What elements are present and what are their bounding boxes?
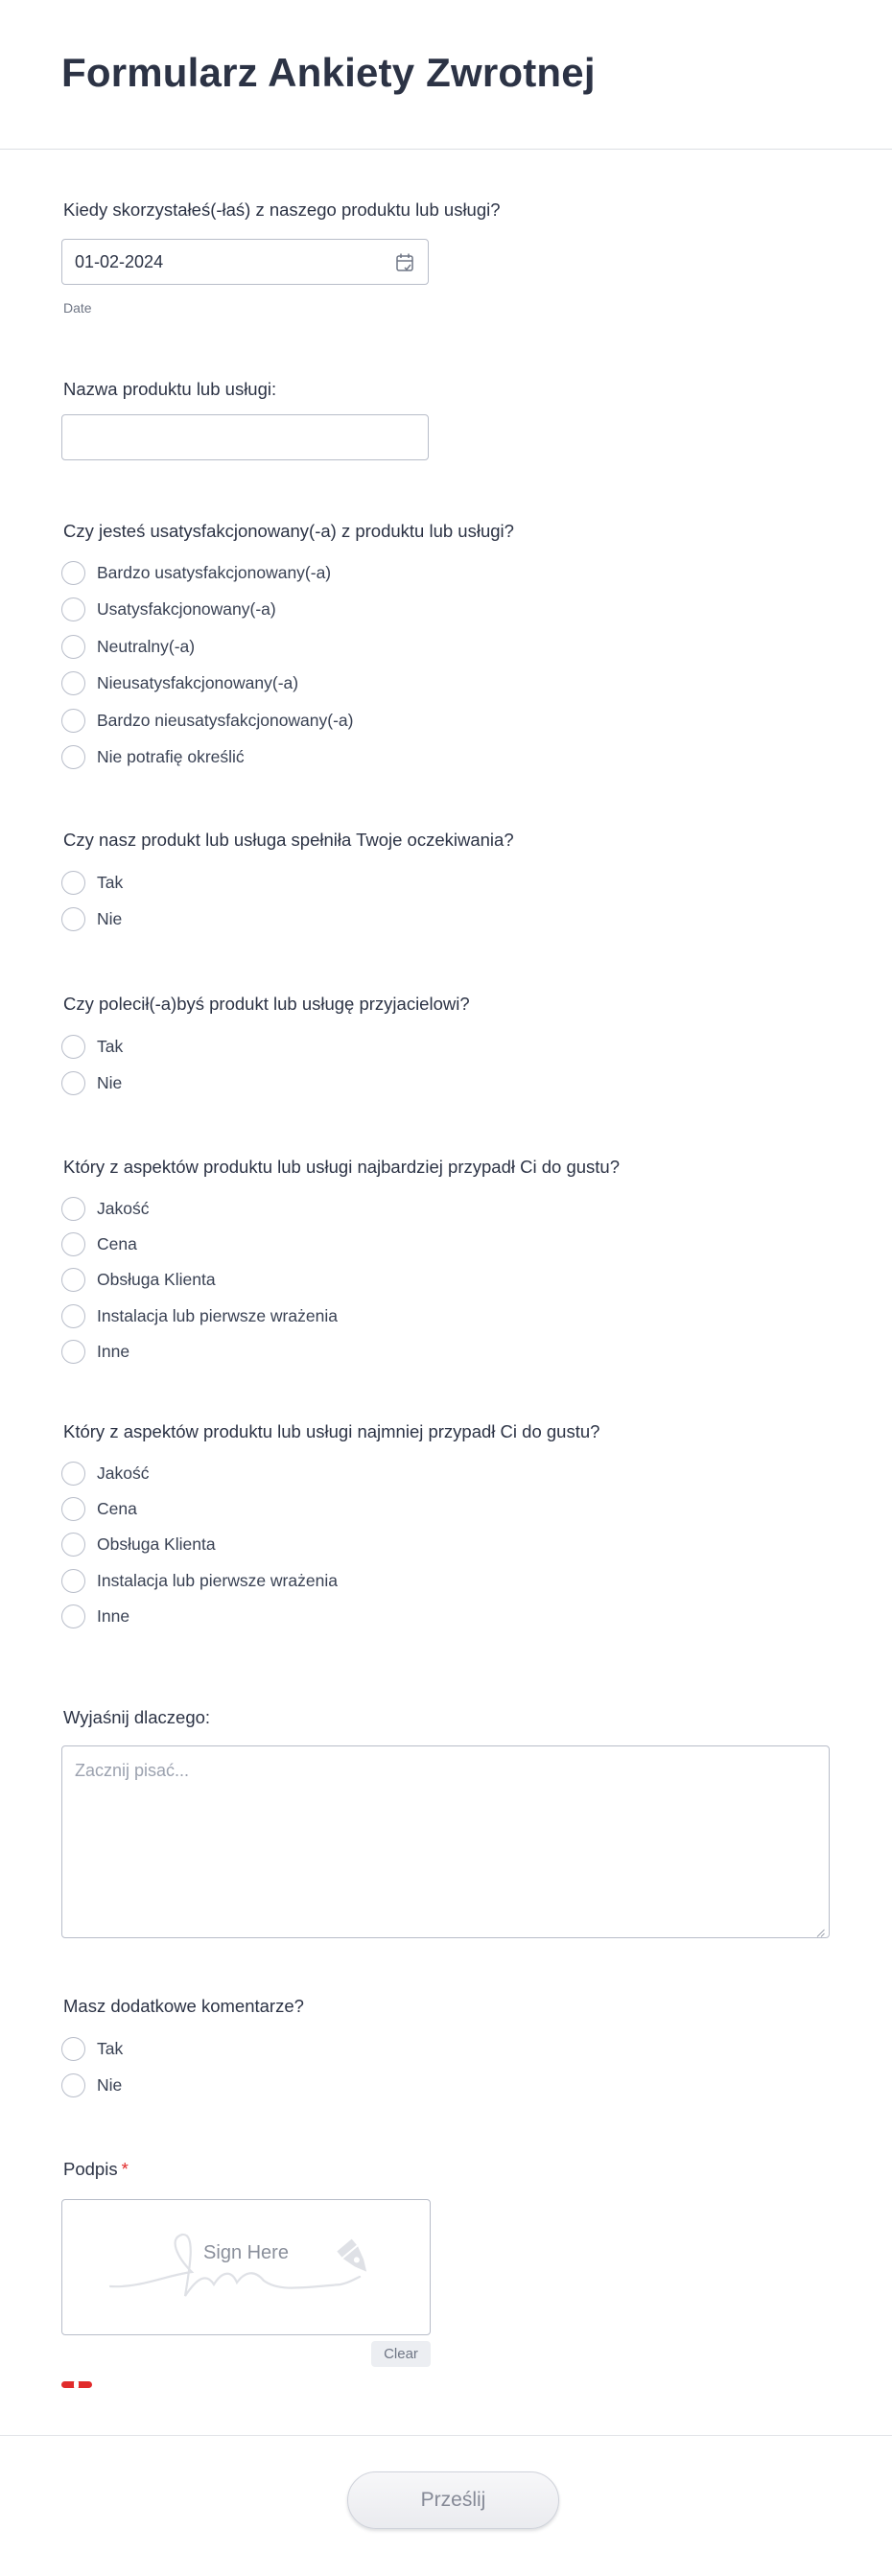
radio-button[interactable]	[61, 1497, 85, 1521]
q7-option[interactable]	[61, 1604, 129, 1628]
option-label: Tak	[97, 872, 124, 892]
radio-button[interactable]	[61, 671, 85, 695]
q5-label: Czy polecił(-a)byś produkt lub usługę przyjacielowi?	[63, 994, 470, 1014]
option-label: Instalacja lub pierwsze wrażenia	[97, 1305, 338, 1325]
footer-divider	[0, 2435, 892, 2436]
radio-button[interactable]	[61, 1604, 85, 1628]
radio-button[interactable]	[61, 1533, 85, 1557]
radio-button[interactable]	[61, 709, 85, 733]
explain-textarea[interactable]	[61, 1745, 830, 1938]
q3-option[interactable]	[61, 560, 331, 585]
radio-button[interactable]	[61, 597, 85, 621]
q9-option[interactable]	[61, 2036, 123, 2061]
q7-option[interactable]	[61, 1496, 137, 1521]
q6-option[interactable]	[61, 1231, 137, 1256]
radio-button[interactable]	[61, 1232, 85, 1256]
date-input[interactable]	[61, 239, 429, 285]
radio-button[interactable]	[61, 2073, 85, 2097]
radio-button[interactable]	[61, 1071, 85, 1095]
option-label: Nie potrafię określić	[97, 746, 245, 766]
option-label: Inne	[97, 1605, 130, 1626]
date-value: 01-02-2024	[75, 252, 164, 271]
radio-button[interactable]	[61, 635, 85, 659]
option-label: Cena	[97, 1498, 137, 1518]
q9-option[interactable]	[61, 2073, 122, 2097]
error-badge	[61, 2381, 92, 2388]
radio-button[interactable]	[61, 745, 85, 769]
q1-label: Kiedy skorzystałeś(-łaś) z naszego produktu lub usługi?	[63, 199, 501, 220]
date-hint: Date	[63, 300, 92, 316]
required-asterisk: *	[121, 2159, 129, 2179]
q3-option[interactable]	[61, 670, 298, 695]
radio-button[interactable]	[61, 1268, 85, 1292]
option-label: Bardzo nieusatysfakcjonowany(-a)	[97, 710, 354, 730]
q2-label: Nazwa produktu lub usługi:	[63, 379, 277, 399]
signature-pad[interactable]	[61, 2199, 431, 2335]
q7-option[interactable]	[61, 1568, 338, 1593]
sign-here-placeholder: Sign Here	[203, 2242, 289, 2263]
radio-button[interactable]	[61, 1462, 85, 1486]
option-label: Inne	[97, 1341, 130, 1361]
q8-label: Wyjaśnij dlaczego:	[63, 1707, 211, 1727]
option-label: Nie	[97, 1072, 123, 1092]
option-label: Bardzo usatysfakcjonowany(-a)	[97, 562, 332, 582]
q4-option[interactable]	[61, 870, 123, 895]
clear-signature-button[interactable]: Clear	[371, 2341, 431, 2367]
option-label: Jakość	[97, 1198, 150, 1218]
form-title: Formularz Ankiety Zwrotnej	[61, 50, 596, 95]
q7-label: Który z aspektów produktu lub usługi najmniej przypadł Ci do gustu?	[63, 1421, 600, 1441]
submit-button[interactable]: Prześlij	[347, 2471, 559, 2529]
option-label: Cena	[97, 1233, 137, 1253]
option-label: Tak	[97, 2038, 124, 2058]
radio-button[interactable]	[61, 1569, 85, 1593]
q3-option[interactable]	[61, 597, 276, 621]
option-label: Nie	[97, 908, 123, 928]
option-label: Jakość	[97, 1463, 150, 1483]
radio-button[interactable]	[61, 1340, 85, 1364]
radio-button[interactable]	[61, 2037, 85, 2061]
exclamation-icon	[74, 2381, 79, 2388]
resize-grip-icon[interactable]	[816, 1925, 825, 1933]
option-label: Instalacja lub pierwsze wrażenia	[97, 1570, 338, 1590]
q3-label: Czy jesteś usatysfakcjonowany(-a) z produktu lub usługi?	[63, 521, 514, 541]
q6-option[interactable]	[61, 1267, 216, 1292]
q3-option[interactable]	[61, 634, 195, 659]
product-name-input[interactable]	[61, 414, 429, 460]
option-label: Obsługa Klienta	[97, 1269, 216, 1289]
q7-option[interactable]	[61, 1461, 149, 1486]
radio-button[interactable]	[61, 1035, 85, 1059]
q6-option[interactable]	[61, 1339, 129, 1364]
calendar-icon[interactable]	[395, 252, 414, 273]
q9-label: Masz dodatkowe komentarze?	[63, 1996, 304, 2016]
option-label: Neutralny(-a)	[97, 636, 196, 656]
signature-label	[63, 2159, 129, 2180]
radio-button[interactable]	[61, 561, 85, 585]
q5-option[interactable]	[61, 1034, 123, 1059]
q4-option[interactable]	[61, 906, 122, 931]
q3-option[interactable]	[61, 744, 245, 769]
textarea-placeholder: Zacznij pisać...	[75, 1761, 190, 1780]
radio-button[interactable]	[61, 871, 85, 895]
option-label: Tak	[97, 1036, 124, 1056]
q3-option[interactable]	[61, 708, 354, 733]
radio-button[interactable]	[61, 907, 85, 931]
signature-label-text: Podpis	[63, 2159, 118, 2179]
q5-option[interactable]	[61, 1070, 122, 1095]
q6-option[interactable]	[61, 1303, 338, 1328]
form-header	[0, 0, 892, 150]
q6-option[interactable]	[61, 1196, 149, 1221]
radio-button[interactable]	[61, 1197, 85, 1221]
option-label: Obsługa Klienta	[97, 1534, 216, 1554]
q6-label: Który z aspektów produktu lub usługi najbardziej przypadł Ci do gustu?	[63, 1157, 620, 1177]
option-label: Nieusatysfakcjonowany(-a)	[97, 672, 299, 692]
radio-button[interactable]	[61, 1304, 85, 1328]
q4-label: Czy nasz produkt lub usługa spełniła Twoje oczekiwania?	[63, 830, 514, 850]
option-label: Usatysfakcjonowany(-a)	[97, 598, 276, 619]
option-label: Nie	[97, 2074, 123, 2095]
q7-option[interactable]	[61, 1532, 216, 1557]
